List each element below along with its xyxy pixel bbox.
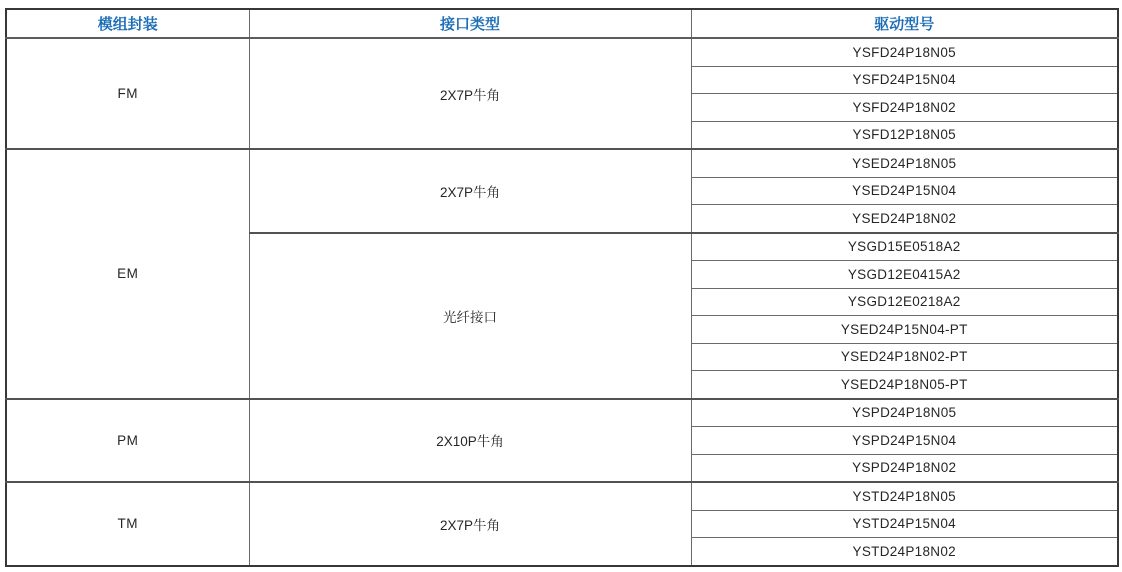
driver-model-spec-table	[5, 8, 1119, 567]
model-cell: YSFD24P18N02	[691, 94, 1118, 122]
interface-cell: 2X7P牛角	[249, 38, 691, 149]
model-cell: YSED24P18N02-PT	[691, 343, 1118, 371]
column-header-model: 驱动型号	[691, 9, 1118, 38]
model-cell: YSPD24P18N02	[691, 454, 1118, 482]
package-cell: EM	[6, 149, 249, 399]
table-body	[6, 38, 1118, 566]
model-cell: YSFD24P18N05	[691, 38, 1118, 66]
model-cell: YSED24P18N05	[691, 149, 1118, 177]
model-cell: YSPD24P18N05	[691, 399, 1118, 427]
column-header-package: 模组封装	[6, 9, 249, 38]
table-row	[6, 38, 1118, 66]
table-row	[6, 149, 1118, 177]
interface-cell: 2X7P牛角	[249, 149, 691, 233]
package-cell: TM	[6, 482, 249, 566]
model-cell: YSED24P15N04-PT	[691, 316, 1118, 344]
header-row	[6, 9, 1118, 38]
model-cell: YSED24P18N05-PT	[691, 371, 1118, 399]
column-header-interface: 接口类型	[249, 9, 691, 38]
model-cell: YSTD24P18N02	[691, 538, 1118, 566]
table-row	[6, 482, 1118, 510]
model-cell: YSED24P15N04	[691, 177, 1118, 205]
model-cell: YSED24P18N02	[691, 205, 1118, 233]
interface-cell: 光纤接口	[249, 233, 691, 399]
interface-cell: 2X7P牛角	[249, 482, 691, 566]
model-cell: YSGD12E0415A2	[691, 261, 1118, 289]
model-cell: YSGD15E0518A2	[691, 233, 1118, 261]
package-cell: FM	[6, 38, 249, 149]
model-cell: YSGD12E0218A2	[691, 288, 1118, 316]
model-cell: YSTD24P18N05	[691, 482, 1118, 510]
interface-cell: 2X10P牛角	[249, 399, 691, 483]
table-row	[6, 399, 1118, 427]
package-cell: PM	[6, 399, 249, 483]
model-cell: YSTD24P15N04	[691, 510, 1118, 538]
model-cell: YSFD24P15N04	[691, 66, 1118, 94]
model-cell: YSFD12P18N05	[691, 121, 1118, 149]
model-cell: YSPD24P15N04	[691, 427, 1118, 455]
